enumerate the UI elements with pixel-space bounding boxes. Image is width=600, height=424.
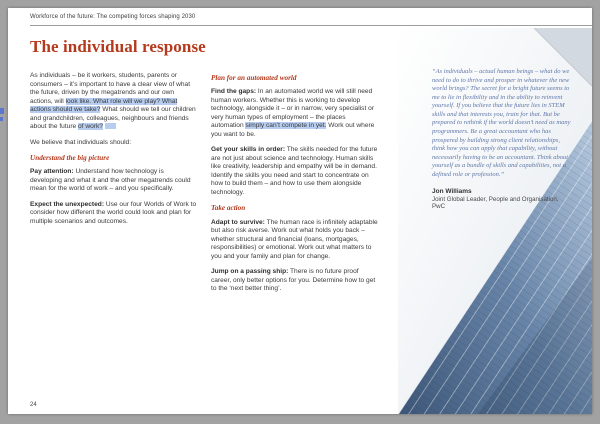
text-segment: What should we tell our children and grandchildren, colleagues, neighbours and friends about the future (30, 106, 196, 130)
page-number: 24 (30, 402, 37, 408)
paragraph-find-gaps (211, 88, 379, 139)
pull-quote (432, 68, 572, 210)
text-segment: The skills needed for the future are not just about science and technology. Human skills like creativity, leadership and empathy will be in demand. Identify the skills you need and start to concentrate on how to build them – and how to use them alongside technology. (211, 146, 378, 196)
column-middle (211, 72, 379, 301)
lead-in: Pay attention: (30, 168, 74, 176)
paragraph-adapt-survive (211, 219, 379, 262)
highlighted-text: of work? (78, 123, 103, 130)
text-segment: The human race is infinitely adaptable but also risk averse. Work out what holds you back – whether structural and financial (loans, mortgages, responsibilities) or emotional. Work out what matters to you and your family and plan for change. (211, 218, 378, 260)
text-segment: As individuals – be it workers, students, parents or consumers – it’s important to have a clear view of what the future, driven by the megatrends and our own actions, will (30, 72, 191, 105)
selection-artifact (0, 117, 3, 121)
subhead-plan-automated-world: Plan for an automated world (211, 74, 297, 82)
selection-artifact (0, 108, 4, 114)
paragraph-believe (30, 139, 197, 148)
report-page (8, 8, 592, 414)
subhead-understand-big-picture: Understand the big picture (30, 154, 110, 162)
highlighted-text: look like. What role will we play? What actions should we take? (30, 97, 178, 113)
text-segment: Understand how technology is developing and what it and the other megatrends could mean for the world of work – and you specifically. (30, 168, 191, 193)
highlighted-text: simply can’t compete in yet. (245, 122, 327, 130)
paragraph-skills-in-order (211, 146, 379, 197)
text-segment: In an automated world we will still need human workers. Whether this is working to develop technology, alongside it – or in narrow, very specialist or very human types of employment – the places automation (211, 88, 374, 130)
header-divider (30, 25, 592, 26)
paragraph-pay-attention (30, 168, 197, 194)
text-segment: Work out where you want to be. (211, 122, 375, 138)
subhead-take-action: Take action (211, 204, 246, 213)
quote-text: “As individuals – actual human beings – what do we need to do to thrive and prosper in whatever the new world brings? The secret for a bright future seems to me to lie in flexibility and in the ability to reinvent yourself. If you believe that the future lies in STEM skills and that interests you, train for that. But be prepared to rethink if the world doesn’t need as many programmers. Be a great accountant who has prospered by building strong client relationships, think how you can apply that capability, without necessarily having to be an accountant. Think about yourself as a bundle of skills and capabilities, not a defined role or profession.” (432, 68, 571, 178)
quote-author: Jon Williams (432, 187, 472, 195)
text-segment: There is no future proof career, only better options for you. Determine how to get to the ‘next better thing’. (211, 268, 376, 293)
running-header: Workforce of the future: The competing forces shaping 2030 (30, 14, 196, 20)
paragraph-expect-unexpected (30, 201, 197, 227)
paragraph-intro (30, 72, 197, 132)
lead-in: Jump on a passing ship: (211, 268, 289, 276)
text-segment: Use our four Worlds of Work to consider how different the world could look and plan for multiple scenarios and outcomes. (30, 200, 197, 225)
text-segment: We believe that individuals should: (30, 138, 132, 146)
highlight-artifact (105, 123, 116, 129)
lead-in: Find the gaps: (211, 88, 257, 96)
page-title: The individual response (30, 37, 206, 56)
quote-author-role: Joint Global Leader, People and Organisation, PwC (432, 195, 559, 210)
lead-in: Adapt to survive: (211, 218, 265, 226)
paragraph-passing-ship (211, 268, 379, 294)
lead-in: Expect the unexpected: (30, 200, 105, 208)
column-left (30, 72, 197, 233)
lead-in: Get your skills in order: (211, 146, 286, 154)
